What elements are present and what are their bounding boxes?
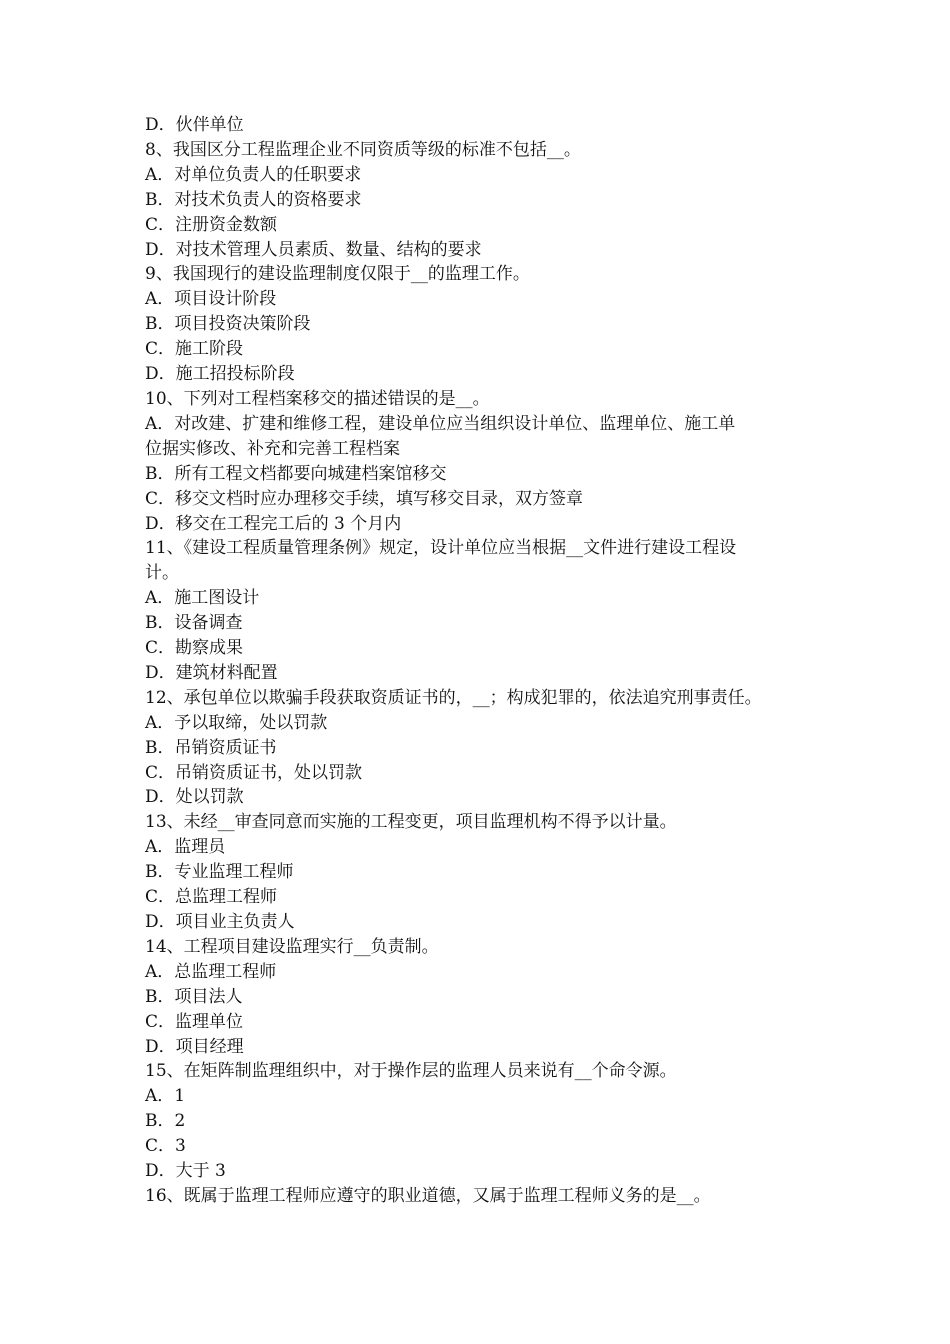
option-line: D．移交在工程完工后的 3 个月内 [145,513,402,534]
option-line: C．勘察成果 [145,638,244,659]
option-line: C．总监理工程师 [145,887,278,908]
option-line: A．予以取缔，处以罚款 [145,712,328,733]
option-line: D．项目经理 [145,1036,244,1057]
option-line: B．专业监理工程师 [145,862,294,883]
option-line: D．处以罚款 [145,787,244,808]
option-line: A．监理员 [145,837,226,858]
option-line: A．1 [145,1086,186,1107]
question-line: 10、下列对工程档案移交的描述错误的是__。 [145,388,490,409]
question-line: 8、我国区分工程监理企业不同资质等级的标准不包括__。 [145,139,581,160]
option-line: C．移交文档时应办理移交手续，填写移交目录，双方签章 [145,488,584,509]
option-line: B．设备调查 [145,613,243,634]
option-line: B．对技术负责人的资格要求 [145,189,362,210]
option-line: C．3 [145,1136,186,1157]
question-line: 16、既属于监理工程师应遵守的职业道德，又属于监理工程师义务的是__。 [145,1185,711,1206]
option-line: C．监理单位 [145,1011,244,1032]
question-line: 14、工程项目建设监理实行__负责制。 [145,936,439,957]
option-line: A．项目设计阶段 [145,289,277,310]
option-line: D．施工招投标阶段 [145,364,295,385]
option-line: C．吊销资质证书，处以罚款 [145,762,363,783]
option-line: D．大于 3 [145,1161,226,1182]
option-line: D．伙伴单位 [145,115,244,135]
question-line: 9、我国现行的建设监理制度仅限于__的监理工作。 [145,264,530,285]
option-line: A．施工图设计 [145,588,260,609]
option-line-continued: 位据实修改、补充和完善工程档案 [145,438,400,459]
option-line: A．对改建、扩建和维修工程，建设单位应当组织设计单位、监理单位、施工单 [145,413,736,434]
option-line: A．对单位负责人的任职要求 [145,164,362,185]
option-line: C．注册资金数额 [145,214,278,235]
question-line: 12、承包单位以欺骗手段获取资质证书的，__；构成犯罪的，依法追究刑事责任。 [145,687,762,708]
question-line: 11、《建设工程质量管理条例》规定，设计单位应当根据__文件进行建设工程设 [145,538,737,559]
option-line: B．项目法人 [145,986,243,1007]
document-page [145,113,810,1209]
option-line: D．建筑材料配置 [145,662,278,683]
question-line: 13、未经__审查同意而实施的工程变更，项目监理机构不得予以计量。 [145,812,677,833]
question-line-continued: 计。 [145,563,179,584]
option-line: C．施工阶段 [145,339,244,360]
option-line: A．总监理工程师 [145,961,277,982]
option-line: D．对技术管理人员素质、数量、结构的要求 [145,239,482,260]
option-line: B．所有工程文档都要向城建档案馆移交 [145,463,447,484]
option-line: B．吊销资质证书 [145,737,277,758]
option-line: D．项目业主负责人 [145,912,295,932]
question-line: 15、在矩阵制监理组织中，对于操作层的监理人员来说有__个命令源。 [145,1061,677,1082]
option-line: B．2 [145,1111,186,1132]
option-line: B．项目投资决策阶段 [145,314,311,335]
